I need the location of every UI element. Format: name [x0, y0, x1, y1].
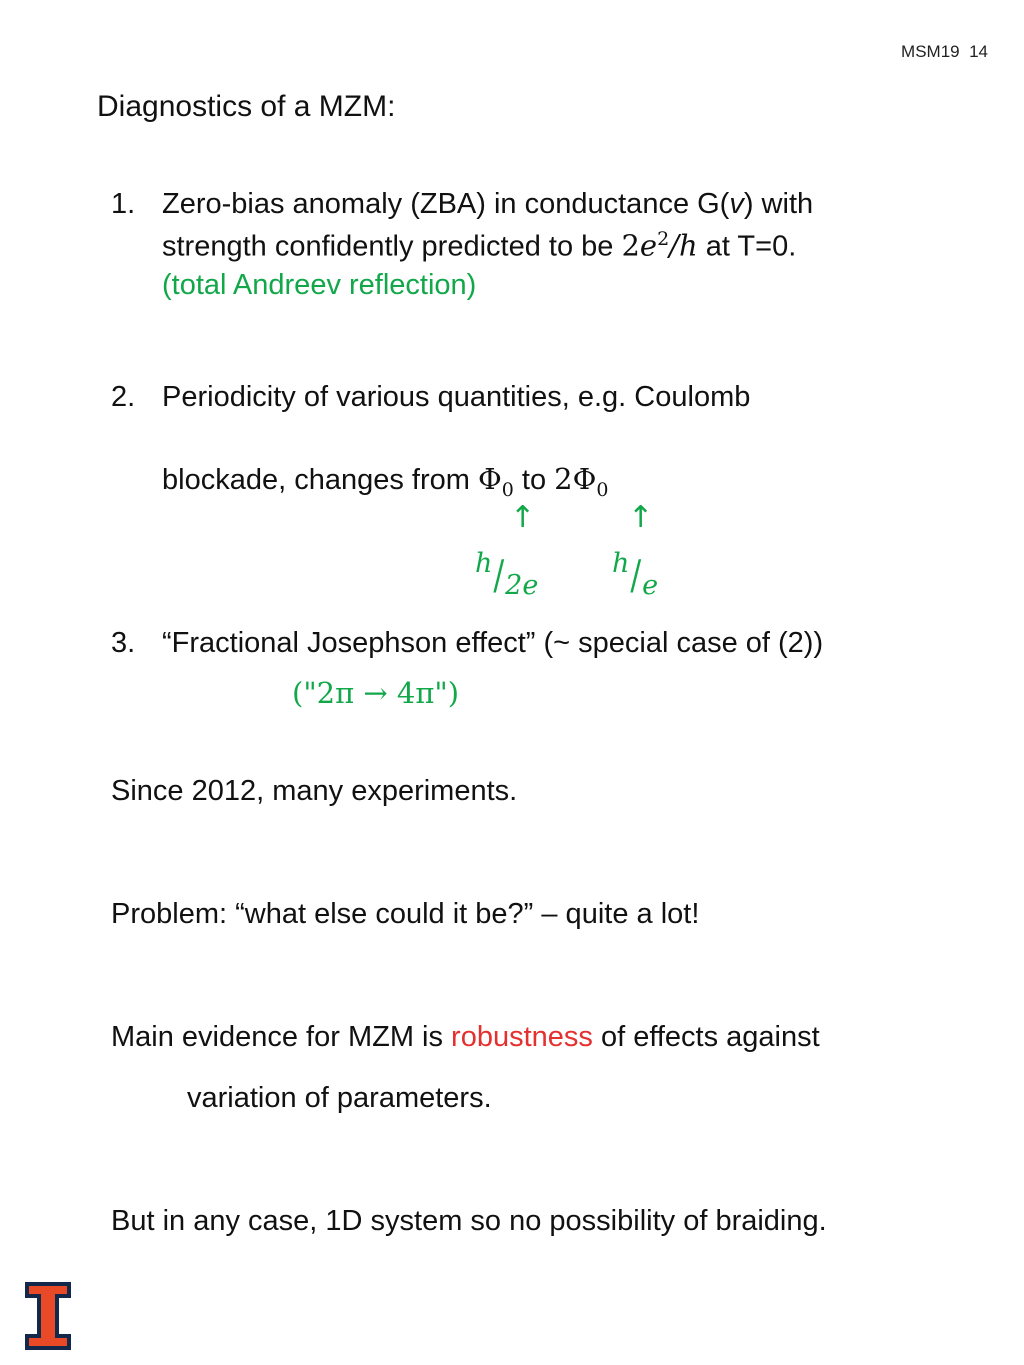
- item-1-number: 1.: [111, 188, 136, 220]
- up-arrow-icon: ↑: [510, 500, 536, 535]
- up-arrow-icon: ↑: [628, 500, 654, 535]
- fraction-h-over-e: h/e: [612, 548, 659, 601]
- item-1-line-1: Zero-bias anomaly (ZBA) in conductance G(v) with: [162, 188, 814, 220]
- conductance-quantum-formula: /h: [669, 228, 698, 263]
- main-evidence-line-2: variation of parameters.: [187, 1082, 492, 1114]
- voltage-variable: v: [729, 188, 744, 220]
- main-evidence-line-1: Main evidence for MZM is robustness of effects against: [111, 1021, 820, 1053]
- item-3-formula: ("2π → 4π"): [292, 676, 460, 710]
- item-2-number: 2.: [111, 381, 136, 413]
- robustness-highlight: robustness: [451, 1021, 593, 1053]
- item-3-number: 3.: [111, 627, 136, 659]
- slide-header: [901, 42, 988, 62]
- page-number: 14: [969, 42, 988, 61]
- item-1-line-2: strength confidently predicted to be $2e^2/h$ at T=0.: [162, 228, 797, 263]
- item-1-note: (total Andreev reflection): [162, 269, 477, 301]
- braiding-text: But in any case, 1D system so no possibility of braiding.: [111, 1205, 827, 1237]
- illinois-block-i-logo: [23, 1280, 73, 1352]
- flux-quantum-2phi0: $2\Phi_0$: [554, 462, 609, 501]
- item-2-line-1: Periodicity of various quantities, e.g. Coulomb: [162, 381, 751, 413]
- fraction-h-over-2e: h/2e: [475, 548, 539, 601]
- page-title: Diagnostics of a MZM:: [97, 90, 396, 123]
- item-3-line-1: “Fractional Josephson effect” (~ special case of (2)): [162, 627, 824, 659]
- item-2-line-2: blockade, changes from $\Phi_0$ to $2\Phi_0$: [162, 462, 609, 501]
- flux-quantum-phi0: $\Phi_0$: [477, 462, 514, 501]
- problem-text: Problem: “what else could it be?” – quite a lot!: [111, 898, 700, 930]
- since-2012-text: Since 2012, many experiments.: [111, 775, 518, 807]
- slide-id: MSM19: [901, 42, 960, 61]
